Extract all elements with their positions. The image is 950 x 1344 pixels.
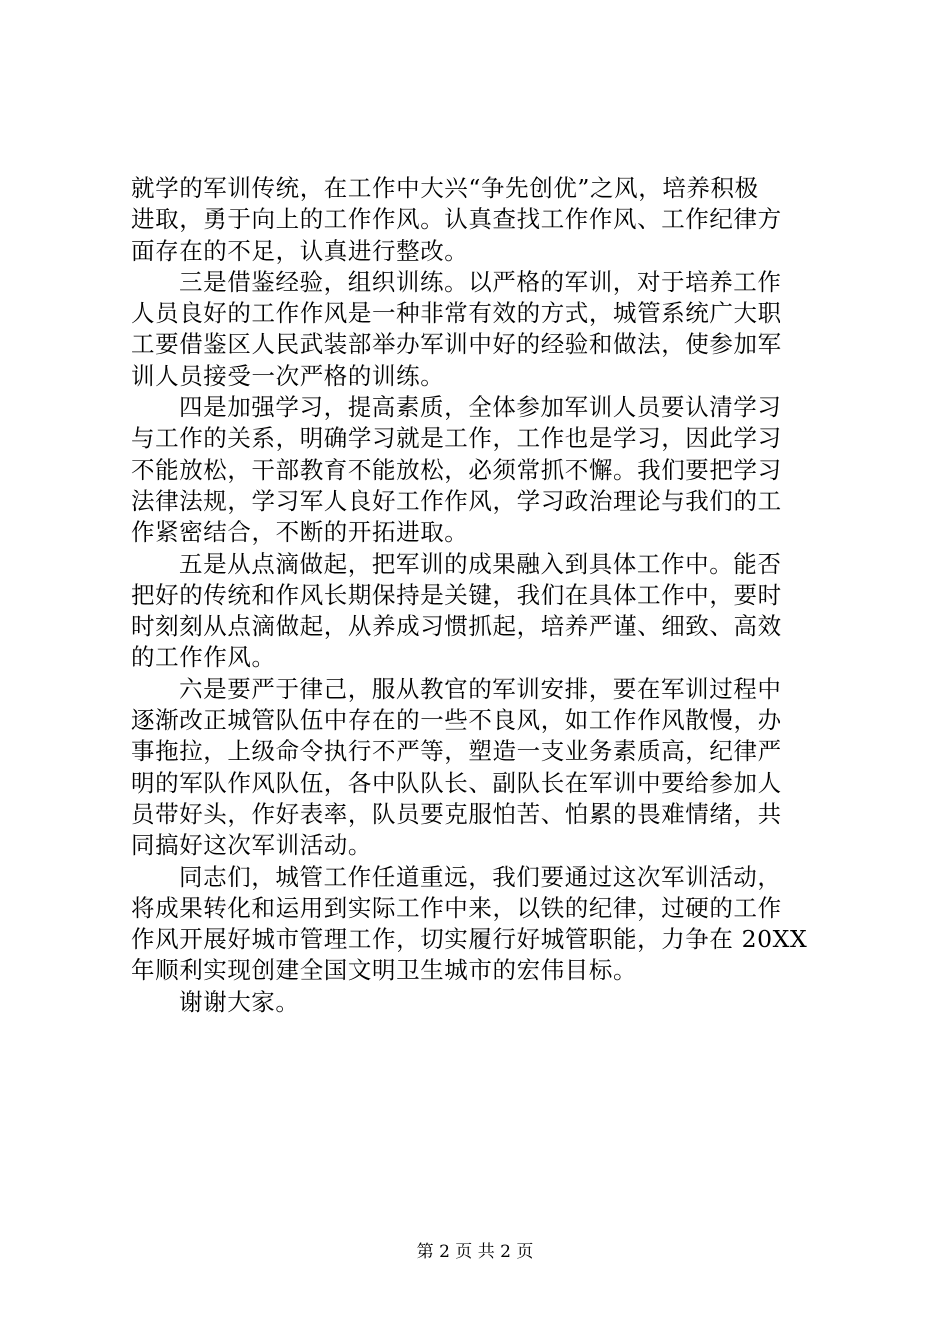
text-line: 工要借鉴区人民武装部举办军训中好的经验和做法，使参加军 — [131, 330, 782, 359]
paragraph-first-line: 六是要严于律己，服从教官的军训安排，要在军训过程中 — [179, 674, 782, 703]
paragraph-first-line: 五是从点滴做起，把军训的成果融入到具体工作中。能否 — [179, 549, 782, 578]
paragraph-first-line: 谢谢大家。 — [179, 987, 300, 1016]
text-line: 事拖拉，上级命令执行不严等，塑造一支业务素质高，纪律严 — [131, 737, 782, 766]
page-footer: 第 2 页 共 2 页 — [416, 1242, 534, 1262]
paragraph-first-line: 同志们，城管工作任道重远，我们要通过这次军训活动， — [179, 862, 782, 891]
text-line: 明的军队作风队伍，各中队队长、副队长在军训中要给参加人 — [131, 768, 782, 797]
text-line: 就学的军训传统，在工作中大兴“争先创优”之风，培养积极 — [131, 174, 759, 202]
document-body — [131, 173, 831, 1018]
text-line: 年顺利实现创建全国文明卫生城市的宏伟目标。 — [131, 956, 638, 985]
text-line: 逐渐改正城管队伍中存在的一些不良风，如工作作风散慢，办 — [131, 706, 782, 735]
text-line: 将成果转化和运用到实际工作中来，以铁的纪律，过硬的工作 — [131, 893, 782, 922]
text-line: 作紧密结合，不断的开拓进取。 — [131, 518, 469, 547]
text-line: 把好的传统和作风长期保持是关键，我们在具体工作中，要时 — [131, 580, 782, 609]
text-line: 法律法规，学习军人良好工作作风，学习政治理论与我们的工 — [131, 486, 782, 515]
text-line: 与工作的关系，明确学习就是工作，工作也是学习，因此学习 — [131, 424, 782, 453]
text-line: 时刻刻从点滴做起，从养成习惯抓起，培养严谨、细致、高效 — [131, 612, 782, 641]
text-line: 不能放松，干部教育不能放松，必须常抓不懈。我们要把学习 — [131, 455, 782, 484]
text-line: 训人员接受一次严格的训练。 — [131, 361, 445, 390]
text-line: 面存在的不足，认真进行整改。 — [131, 236, 469, 265]
paragraph-first-line: 四是加强学习，提高素质，全体参加军训人员要认清学习 — [179, 393, 782, 422]
text-line: 作风开展好城市管理工作，切实履行好城管职能，力争在 20XX — [131, 925, 808, 954]
text-line: 同搞好这次军训活动。 — [131, 831, 372, 860]
paragraph-first-line: 三是借鉴经验，组织训练。以严格的军训，对于培养工作 — [179, 267, 782, 296]
text-line: 进取，勇于向上的工作作风。认真查找工作作风、工作纪律方 — [131, 205, 782, 234]
text-line: 员带好头，作好表率，队员要克服怕苦、怕累的畏难情绪，共 — [131, 799, 782, 828]
text-line: 人员良好的工作作风是一种非常有效的方式，城管系统广大职 — [131, 299, 782, 328]
text-line: 的工作作风。 — [131, 643, 276, 672]
